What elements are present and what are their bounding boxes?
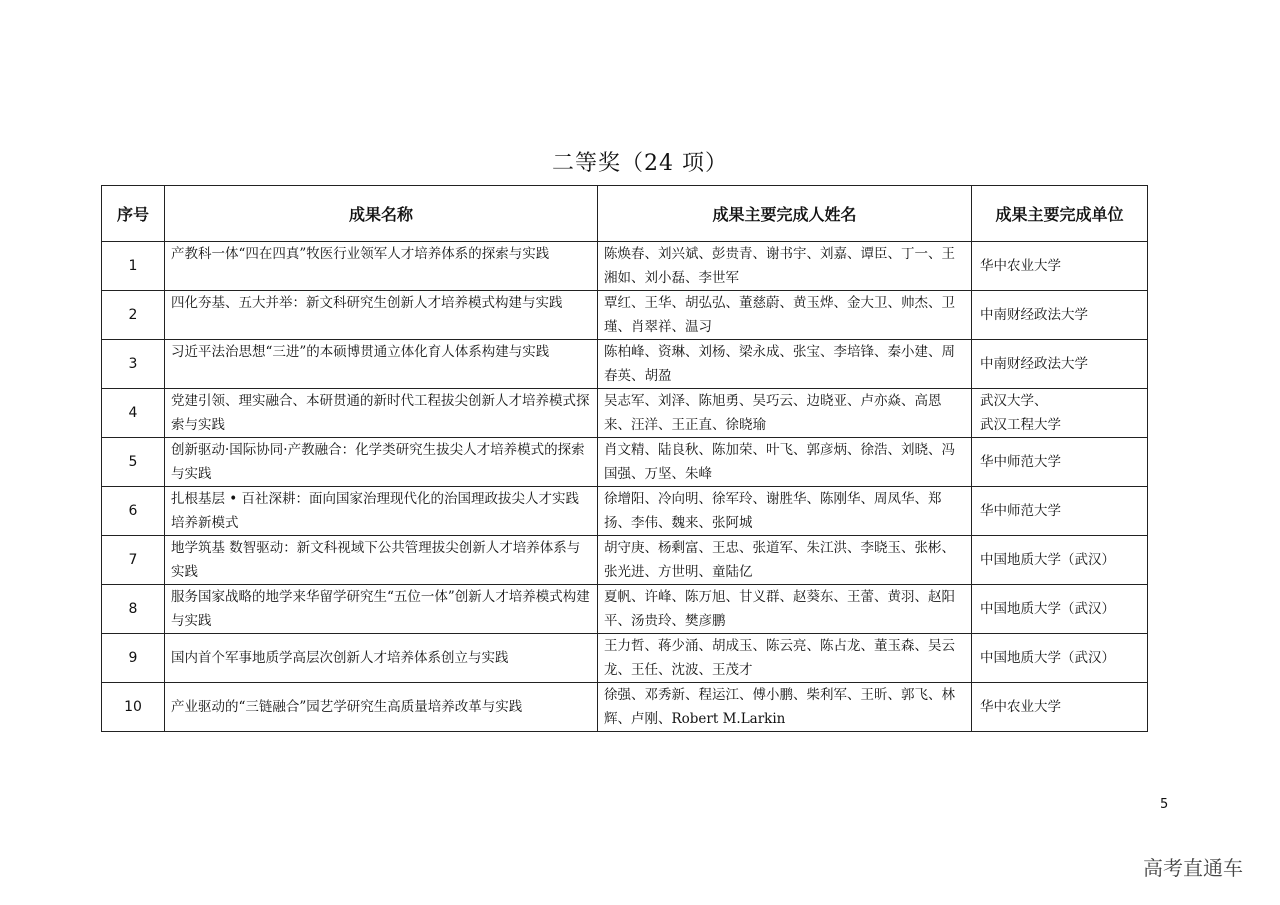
table-row [102, 438, 1148, 487]
institution: 中南财经政法大学 [972, 340, 1148, 389]
table-row [102, 291, 1148, 340]
table-row [102, 634, 1148, 683]
achievement-name: 服务国家战略的地学来华留学研究生“五位一体”创新人才培养模式构建与实践 [165, 585, 598, 634]
header-unit: 成果主要完成单位 [972, 186, 1148, 242]
table-row [102, 389, 1148, 438]
table-row [102, 487, 1148, 536]
completers: 王力哲、蒋少涌、胡成玉、陈云亮、陈占龙、董玉森、吴云龙、王任、沈波、王茂才 [598, 634, 972, 683]
page-title: 二等奖（24 项） [552, 151, 728, 176]
institution: 华中农业大学 [972, 242, 1148, 291]
institution: 中国地质大学（武汉） [972, 634, 1148, 683]
row-index: 5 [102, 438, 165, 487]
page-number: 5 [1160, 797, 1169, 812]
achievement-name: 国内首个军事地质学高层次创新人才培养体系创立与实践 [165, 634, 598, 683]
completers: 徐增阳、冷向明、徐军玲、谢胜华、陈刚华、周凤华、郑扬、李伟、魏来、张阿城 [598, 487, 972, 536]
table-row [102, 340, 1148, 389]
table-header-row [102, 186, 1148, 242]
completers: 肖文精、陆良秋、陈加荣、叶飞、郭彦炳、徐浩、刘晓、冯国强、万坚、朱峰 [598, 438, 972, 487]
completers: 胡守庚、杨剩富、王忠、张道军、朱江洪、李晓玉、张彬、张光进、方世明、童陆亿 [598, 536, 972, 585]
completers: 徐强、邓秀新、程运江、傅小鹏、柴利军、王昕、郭飞、林辉、卢刚、Robert M.Larkin [598, 683, 972, 732]
completers: 陈焕春、刘兴斌、彭贵青、谢书宇、刘嘉、谭臣、丁一、王湘如、刘小磊、李世军 [598, 242, 972, 291]
header-index: 序号 [102, 186, 165, 242]
achievement-name: 创新驱动·国际协同·产教融合：化学类研究生拔尖人才培养模式的探索与实践 [165, 438, 598, 487]
header-name: 成果名称 [165, 186, 598, 242]
row-index: 8 [102, 585, 165, 634]
completers: 陈柏峰、资琳、刘杨、梁永成、张宝、李培锋、秦小建、周春英、胡盈 [598, 340, 972, 389]
awards-table [101, 185, 1148, 732]
completers: 覃红、王华、胡弘弘、董慈蔚、黄玉烨、金大卫、帅杰、卫瑾、肖翠祥、温习 [598, 291, 972, 340]
institution: 华中师范大学 [972, 487, 1148, 536]
row-index: 2 [102, 291, 165, 340]
institution: 中国地质大学（武汉） [972, 585, 1148, 634]
completers: 夏帆、许峰、陈万旭、甘义群、赵葵东、王蕾、黄羽、赵阳平、汤贵玲、樊彦鹏 [598, 585, 972, 634]
institution: 中国地质大学（武汉） [972, 536, 1148, 585]
table-row [102, 242, 1148, 291]
row-index: 3 [102, 340, 165, 389]
row-index: 9 [102, 634, 165, 683]
institution: 华中农业大学 [972, 683, 1148, 732]
row-index: 10 [102, 683, 165, 732]
table-row [102, 585, 1148, 634]
institution: 中南财经政法大学 [972, 291, 1148, 340]
table-row [102, 683, 1148, 732]
achievement-name: 产业驱动的“三链融合”园艺学研究生高质量培养改革与实践 [165, 683, 598, 732]
completers: 吴志军、刘泽、陈旭勇、吴巧云、边晓亚、卢亦焱、高恩来、汪洋、王正直、徐晓瑜 [598, 389, 972, 438]
header-people: 成果主要完成人姓名 [598, 186, 972, 242]
achievement-name: 产教科一体“四在四真”牧医行业领军人才培养体系的探索与实践 [165, 242, 598, 291]
watermark: 高考直通车 [1143, 856, 1243, 880]
row-index: 4 [102, 389, 165, 438]
row-index: 7 [102, 536, 165, 585]
row-index: 6 [102, 487, 165, 536]
table-row [102, 536, 1148, 585]
achievement-name: 扎根基层 • 百社深耕：面向国家治理现代化的治国理政拔尖人才实践培养新模式 [165, 487, 598, 536]
achievement-name: 党建引领、理实融合、本研贯通的新时代工程拔尖创新人才培养模式探索与实践 [165, 389, 598, 438]
achievement-name: 四化夯基、五大并举：新文科研究生创新人才培养模式构建与实践 [165, 291, 598, 340]
institution: 华中师范大学 [972, 438, 1148, 487]
achievement-name: 习近平法治思想“三进”的本硕博贯通立体化育人体系构建与实践 [165, 340, 598, 389]
achievement-name: 地学筑基 数智驱动：新文科视域下公共管理拔尖创新人才培养体系与实践 [165, 536, 598, 585]
row-index: 1 [102, 242, 165, 291]
institution: 武汉大学、 武汉工程大学 [972, 389, 1148, 438]
